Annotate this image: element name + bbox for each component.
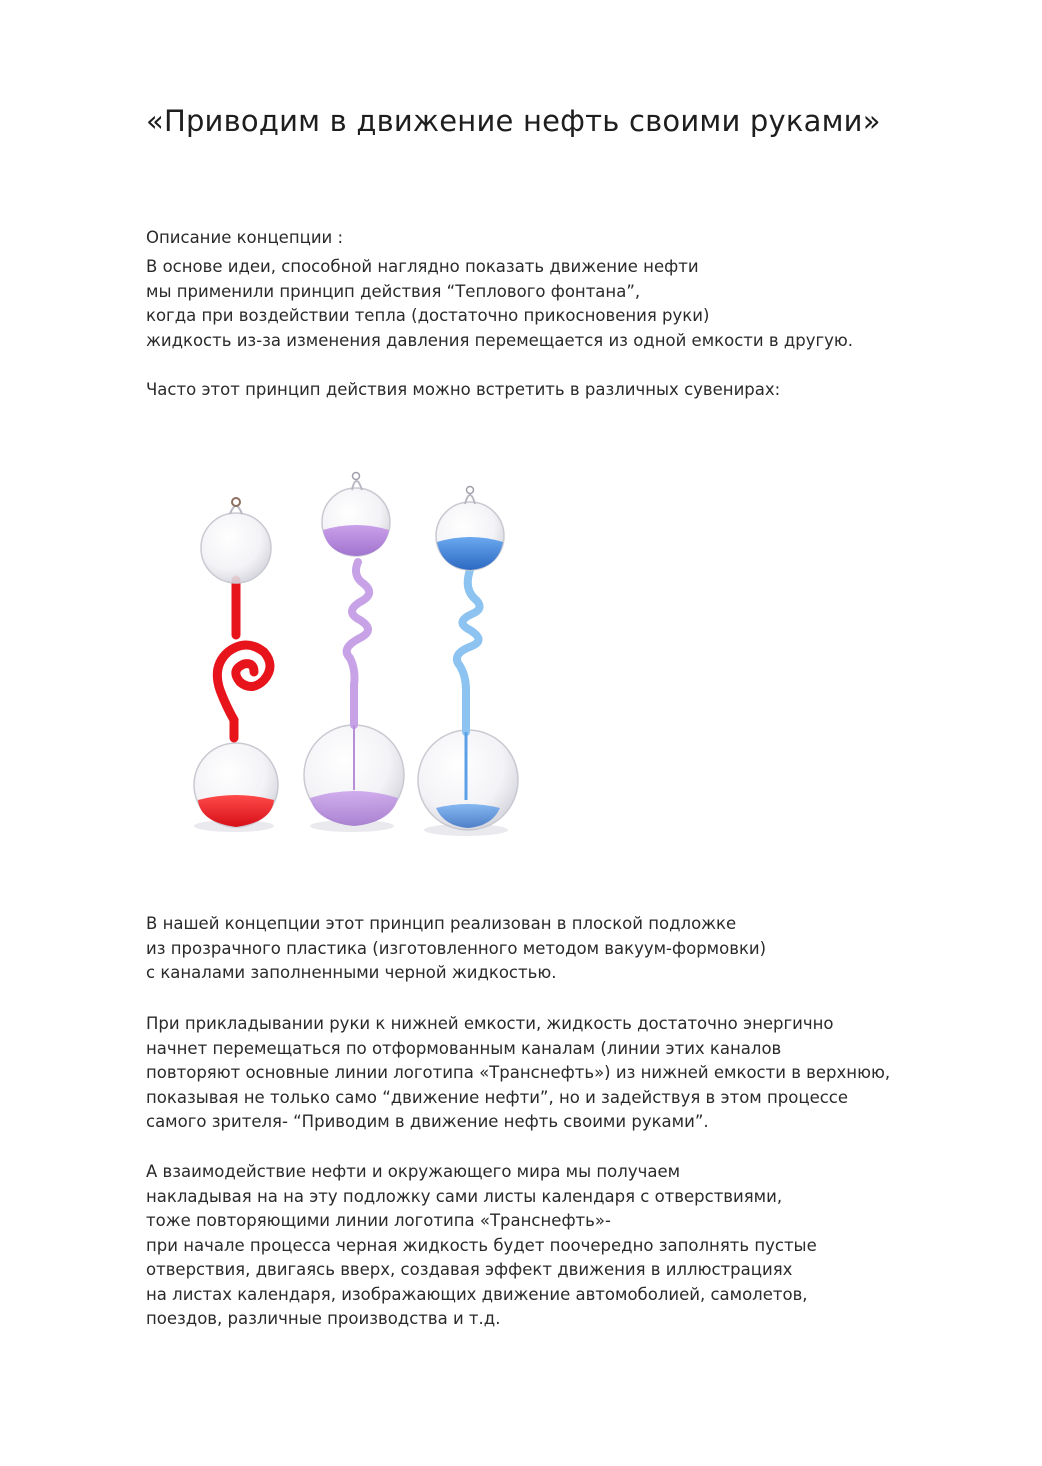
text-line: В основе идеи, способной наглядно показать движение нефти xyxy=(146,257,699,276)
heat-fountain-illustration xyxy=(180,470,540,850)
paragraph-calendar xyxy=(146,1160,817,1332)
paragraph-souvenirs: Часто этот принцип действия можно встретить в различных сувенирах: xyxy=(146,380,781,399)
text-line: при начале процесса черная жидкость будет поочередно заполнять пустые xyxy=(146,1235,817,1255)
text-line: самого зрителя- “Приводим в движение нефть своими руками”. xyxy=(146,1112,709,1131)
purple-fountain xyxy=(304,473,404,833)
text-line: с каналами заполненными черной жидкостью. xyxy=(146,963,557,982)
text-line: поездов, различные производства и т.д. xyxy=(146,1309,501,1328)
text-line: отверствия, двигаясь вверх, создавая эффект движения в иллюстрациях xyxy=(146,1260,793,1279)
text-line: когда при воздействии тепла (достаточно прикосновения руки) xyxy=(146,306,710,325)
text-line: мы применили принцип действия “Теплового фонтана”, xyxy=(146,281,641,301)
page-title: «Приводим в движение нефть своими руками» xyxy=(146,104,881,138)
paragraph-intro xyxy=(146,255,853,353)
text-line: А взаимодействие нефти и окружающего мира мы получаем xyxy=(146,1162,681,1181)
text-line: повторяют основные линии логотипа «Транснефть») из нижней емкости в верхнюю, xyxy=(146,1063,891,1082)
text-line: В нашей концепции этот принцип реализован в плоской подложке xyxy=(146,914,737,933)
text-line: тоже повторяющими линии логотипа «Транснефть»- xyxy=(146,1211,611,1230)
paragraph-hand xyxy=(146,1012,890,1135)
text-line: на листах календаря, изображающих движение автомоболией, самолетов, xyxy=(146,1284,808,1304)
paragraph-concept xyxy=(146,912,766,986)
text-line: жидкость из-за изменения давления перемещается из одной емкости в другую. xyxy=(146,330,854,350)
text-line: При прикладывании руки к нижней емкости, жидкость достаточно энергично xyxy=(146,1014,834,1033)
text-line: начнет перемещаться по отформованным каналам (линии этих каналов xyxy=(146,1038,782,1058)
text-line: показывая не только само “движение нефти”, но и задействуя в этом процессе xyxy=(146,1087,849,1107)
text-line: накладывая на на эту подложку сами листы календаря с отверствиями, xyxy=(146,1186,783,1206)
blue-fountain xyxy=(418,487,518,837)
red-fountain xyxy=(194,498,278,832)
concept-label: Описание концепции : xyxy=(146,228,344,247)
text-line: из прозрачного пластика (изготовленного методом вакуум-формовки) xyxy=(146,938,767,958)
